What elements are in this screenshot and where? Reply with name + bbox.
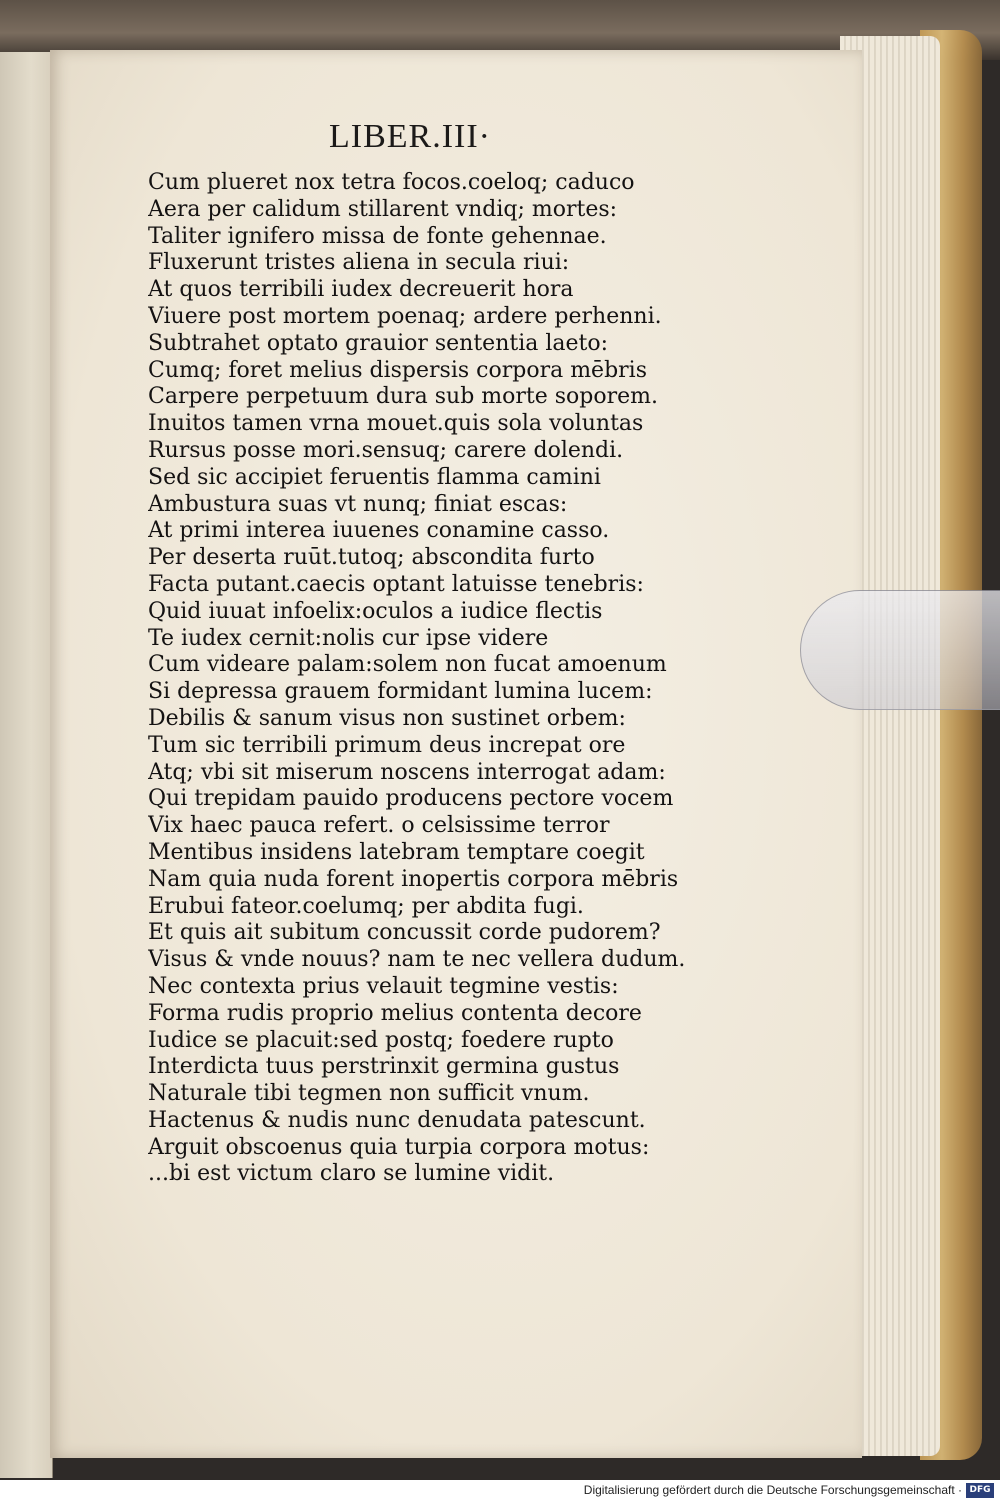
verse-text: [148, 170, 768, 1188]
printed-page: [50, 50, 862, 1458]
verse-line: Forma rudis proprio melius contenta decore: [148, 1000, 642, 1026]
verse-line: At quos terribili iudex decreuerit hora: [148, 277, 574, 303]
verse-line: Si depressa grauem formidant lumina lucem:: [148, 679, 653, 705]
verse-line: Aera per calidum stillarent vndiq; mortes:: [148, 196, 618, 222]
page-clip: [800, 590, 1000, 710]
verse-line: Te iudex cernit:nolis cur ipse videre: [148, 625, 549, 651]
verse-line: Subtrahet optato grauior sententia laeto:: [148, 330, 609, 356]
verse-line: Cum plueret nox tetra focos.coeloq; caduco: [148, 170, 635, 195]
verse-line: Cum videare palam:solem non fucat amoenum: [148, 652, 667, 678]
verse-line: ...bi est victum claro se lumine vidit.: [148, 1161, 555, 1187]
verse-line: Naturale tibi tegmen non sufficit vnum.: [148, 1081, 590, 1107]
verse-line: Fluxerunt tristes aliena in secula riui:: [148, 250, 570, 276]
verse-line: Quid iuuat infoelix:oculos a iudice flectis: [148, 598, 603, 624]
verse-line: Carpere perpetuum dura sub morte soporem.: [148, 384, 658, 410]
verse-line: Ambustura suas vt nunq; finiat escas:: [148, 491, 568, 517]
verse-line: Et quis ait subitum concussit corde pudorem?: [148, 920, 661, 946]
verse-line: Inuitos tamen vrna mouet.quis sola voluntas: [148, 411, 644, 437]
verse-line: Tum sic terribili primum deus increpat ore: [148, 732, 626, 758]
verse-line: Nec contexta prius velauit tegmine vestis:: [148, 973, 619, 999]
funding-credit: Digitalisierung gefördert durch die Deutsche Forschungsgemeinschaft ·: [583, 1483, 962, 1497]
verse-line: Per deserta ruūt.tutoq; abscondita furto: [148, 545, 595, 571]
verse-line: Vix haec pauca refert. o celsissime terror: [148, 813, 610, 839]
verse-line: Viuere post mortem poenaq; ardere perhenni.: [148, 303, 662, 329]
verse-line: Debilis & sanum visus non sustinet orbem:: [148, 705, 626, 731]
verse-line: At primi interea iuuenes conamine casso.: [148, 518, 610, 544]
footer-bar: [0, 1480, 1000, 1502]
dfg-logo: DFG: [966, 1483, 994, 1498]
verse-line: Arguit obscoenus quia turpia corpora motus:: [148, 1134, 650, 1160]
verse-line: Qui trepidam pauido producens pectore vocem: [148, 786, 674, 812]
verse-line: Taliter ignifero missa de fonte gehennae.: [148, 223, 607, 249]
verse-line: Atq; vbi sit miserum noscens interrogat adam:: [148, 759, 666, 785]
verse-line: Erubui fateor.coelumq; per abdita fugi.: [148, 893, 584, 919]
left-page-edge: [0, 52, 53, 1478]
verse-line: Nam quia nuda forent inopertis corpora mēbris: [148, 866, 679, 892]
verse-line: Iudice se placuit:sed postq; foedere rupto: [148, 1027, 614, 1053]
verse-line: Interdicta tuus perstrinxit germina gustus: [148, 1054, 620, 1080]
page-heading: LIBER.III·: [328, 118, 491, 155]
verse-line: Sed sic accipiet feruentis flamma camini: [148, 464, 601, 490]
verse-line: Rursus posse mori.sensuq; carere dolendi.: [148, 437, 624, 463]
verse-line: Facta putant.caecis optant latuisse tenebris:: [148, 571, 644, 597]
verse-line: Hactenus & nudis nunc denudata patescunt.: [148, 1107, 646, 1133]
verse-line: Visus & vnde nouus? nam te nec vellera dudum.: [148, 947, 686, 973]
verse-line: Mentibus insidens latebram temptare coegit: [148, 839, 645, 865]
verse-line: Cumq; foret melius dispersis corpora mēbris: [148, 357, 647, 383]
